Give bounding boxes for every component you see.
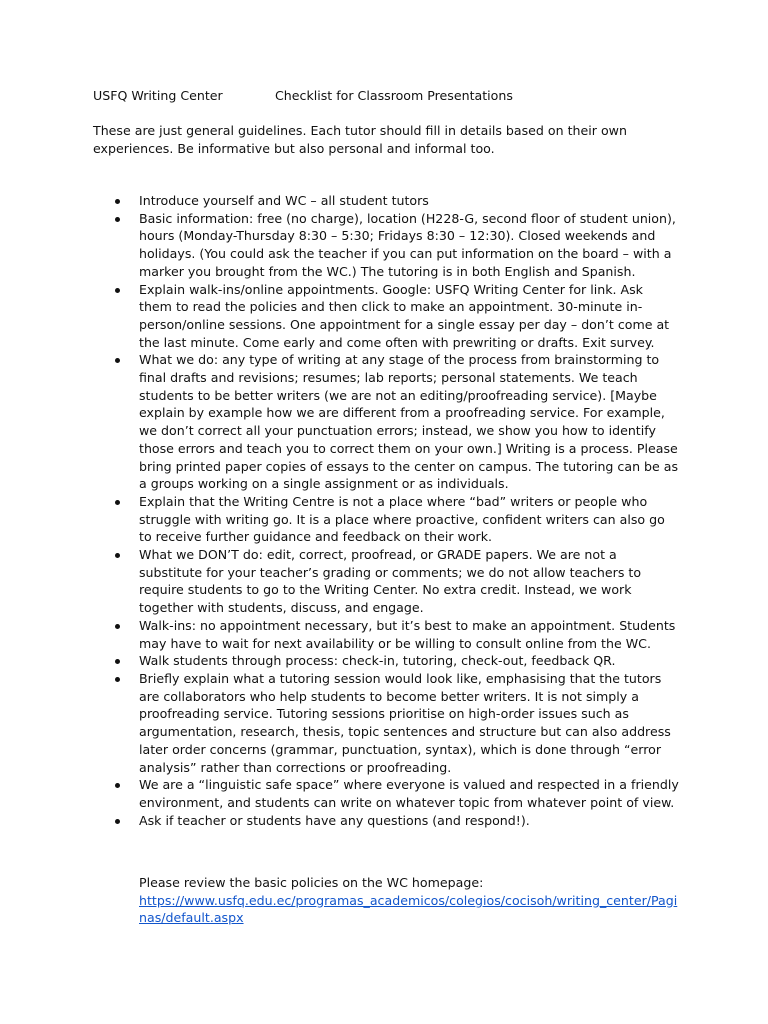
checklist-item-text: What we DON’T do: edit, correct, proofread, or GRADE papers. We are not a substitute for your teacher’s grading or comments; we do not allow teachers to require students to go to the Writing Center. No extra credit. Instead, we work together with students, discuss, and engage.: [139, 547, 642, 616]
checklist-item: [139, 812, 679, 830]
checklist-item-text: Ask if teacher or students have any questions (and respond!).: [139, 812, 530, 828]
checklist-item: [139, 652, 679, 670]
checklist-item-text: Explain that the Writing Centre is not a place where “bad” writers or people who struggle with writing go. It is a place where proactive, confident writers can also go to receive further guidance and feedback on their work.: [139, 493, 665, 545]
checklist-item: [139, 617, 679, 652]
checklist-item: [139, 493, 679, 546]
bullet-icon: [115, 217, 120, 222]
checklist-item-text: Briefly explain what a tutoring session would look like, emphasising that the tutors are collaborators who help students to become better writers. It is not simply a proofreading service. Tutoring sessions prioritise on high-order issues such as argumentation, research, thesis, topic sentences and structure but can also address later order concerns (grammar, punctuation, syntax), which is done through “error analysis” rather than corrections or proofreading.: [139, 670, 671, 775]
checklist-item: [139, 670, 679, 776]
checklist-item-text: We are a “linguistic safe space” where everyone is valued and respected in a friendly environment, and students can write on whatever topic from whatever point of view.: [139, 777, 679, 810]
checklist-item-text: What we do: any type of writing at any stage of the process from brainstorming to final drafts and revisions; resumes; lab reports; personal statements. We teach students to be better writers (we are not an editing/proofreading service). [Maybe explain by example how we are different from a proofreading service. For example, we don’t correct all your punctuation errors; instead, we show you how to identify those errors and teach you to correct them on your own.] Writing is a process. Please bring printed paper copies of essays to the center on campus. The tutoring can be as a groups working on a single assignment or as individuals.: [139, 352, 679, 492]
wc-homepage-link[interactable]: https://www.usfq.edu.ec/programas_academicos/colegios/cocisoh/writing_center/Paginas/default.aspx: [139, 892, 678, 926]
checklist-item: [139, 281, 679, 352]
closing-section: [139, 874, 679, 927]
bullet-icon: [115, 500, 120, 505]
bullet-icon: [115, 199, 120, 204]
checklist-item-text: Basic information: free (no charge), location (H228-G, second floor of student union), hours (Monday-Thursday 8:30 – 5:30; Fridays 8:30 – 12:30). Closed weekends and holidays. (You could ask the teacher if you can put information on the board – with a marker you brought from the WC.) The tutoring is in both English and Spanish.: [139, 210, 676, 279]
checklist-item: [139, 546, 679, 617]
bullet-icon: [115, 677, 120, 682]
checklist-item: [139, 776, 679, 811]
closing-text: Please review the basic policies on the WC homepage:: [139, 875, 484, 890]
bullet-icon: [115, 358, 120, 363]
document-header: [93, 87, 693, 107]
checklist-item-text: Walk-ins: no appointment necessary, but it’s best to make an appointment. Students may have to wait for next availability or be willing to consult online from the WC.: [139, 617, 676, 651]
checklist-item: [139, 351, 679, 493]
intro-paragraph: These are just general guidelines. Each tutor should fill in details based on their own experiences. Be informative but also personal and informal too.: [93, 123, 627, 156]
checklist-item-text: Walk students through process: check-in, tutoring, check-out, feedback QR.: [139, 653, 616, 669]
checklist: [139, 192, 679, 829]
bullet-icon: [115, 553, 120, 558]
checklist-item-text: Explain walk-ins/online appointments. Google: USFQ Writing Center for link. Ask them to read the policies and then click to make an appointment. 30-minute in-person/online sessions. One appointment for a single essay per day – don’t come at the last minute. Come early and come often with prewriting or drafts. Exit survey.: [139, 281, 670, 350]
checklist-item: [139, 192, 679, 210]
bullet-icon: [115, 288, 120, 293]
document-title: Checklist for Classroom Presentations: [275, 88, 513, 103]
bullet-icon: [115, 659, 120, 664]
bullet-icon: [115, 819, 120, 824]
org-name: USFQ Writing Center: [93, 88, 223, 103]
bullet-icon: [115, 783, 120, 788]
checklist-item-text: Introduce yourself and WC – all student tutors: [139, 193, 429, 208]
bullet-icon: [115, 624, 120, 629]
checklist-item: [139, 210, 679, 281]
